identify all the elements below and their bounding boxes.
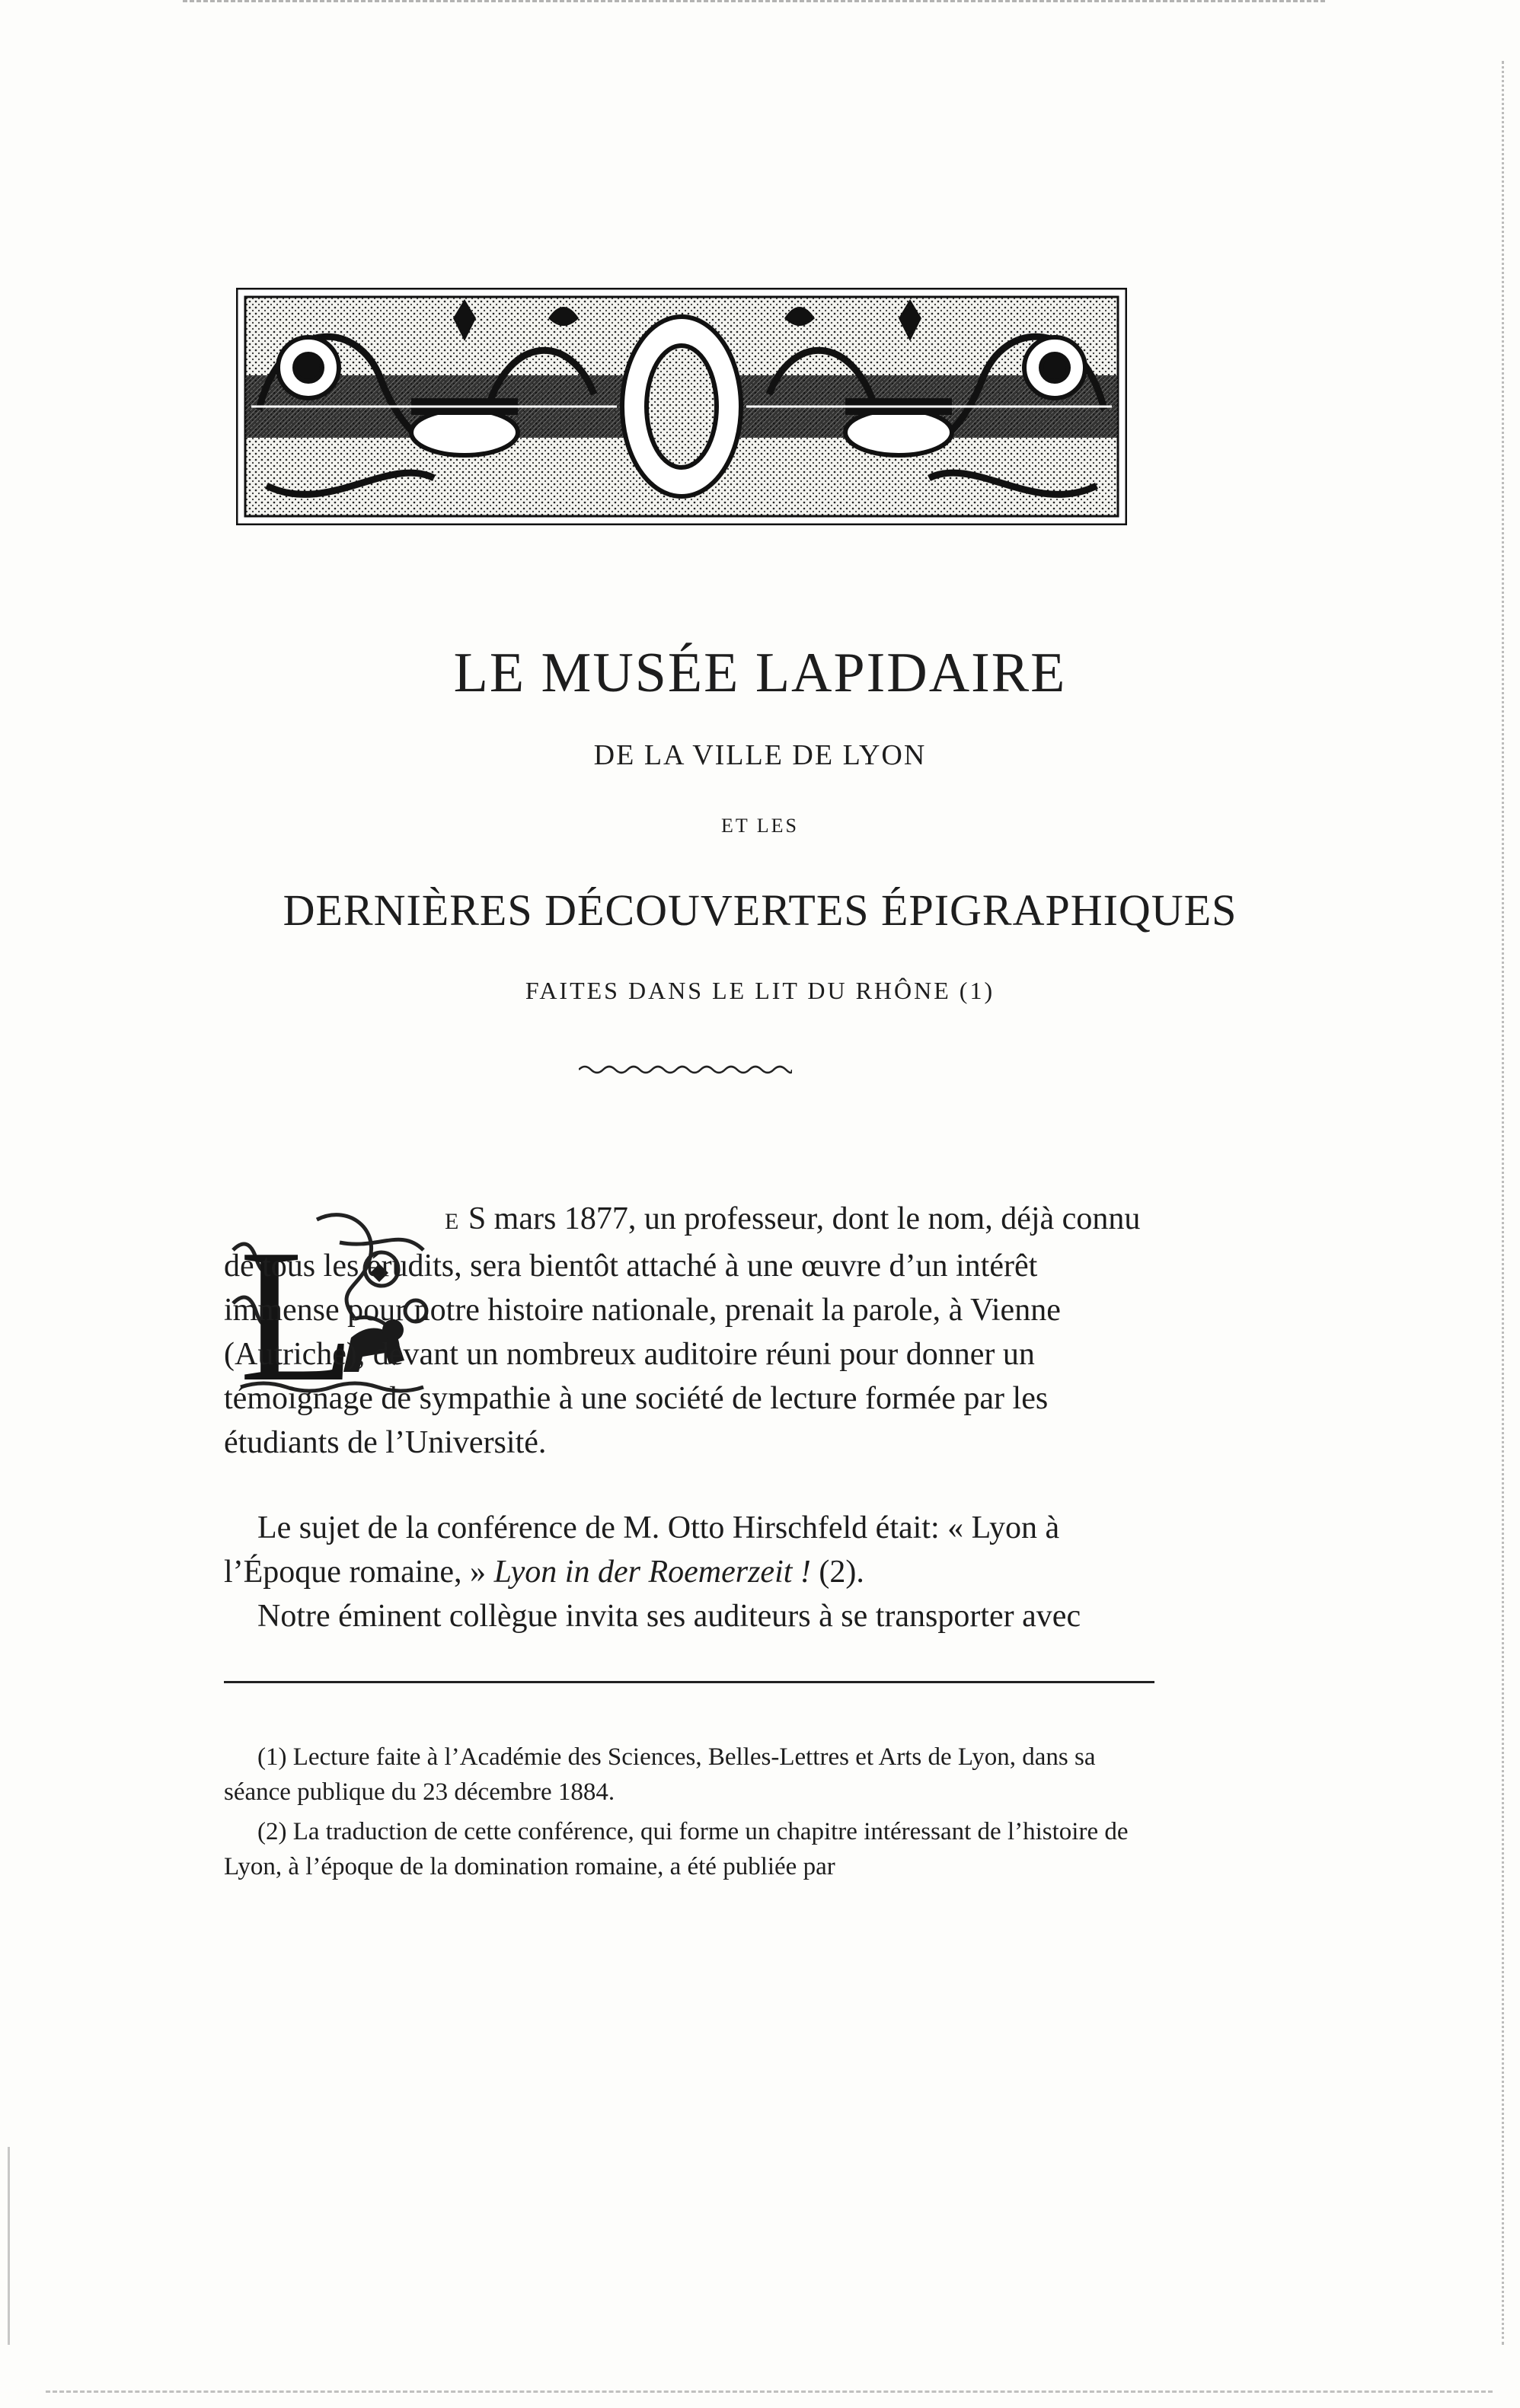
intro-paragraph (224, 1197, 1154, 1465)
footnote-separator (224, 1681, 1154, 1683)
conference-title-italic: Lyon in der Roemerzeit ! (493, 1555, 811, 1590)
page-title: LE MUSÉE LAPIDAIRE (453, 642, 1067, 704)
intro-paragraph-text: S mars 1877, un professeur, dont le nom, déjà connu de tous les érudits, sera bientôt attaché à une œuvre d’un intérêt immense pour notre histoire nationale, prenait la parole, à Vienne (Autriche), devant un nombreux auditoire réuni pour donner un témoignage de sympathie à une société de lecture formée par les étudiants de l’Université. (224, 1201, 1141, 1460)
scan-edge-right (1502, 61, 1504, 2345)
conference-paragraph (224, 1506, 1154, 1594)
ornamental-divider (579, 1062, 792, 1077)
footnote-2: (2) La traduction de cette conférence, qui forme un chapitre intéressant de l’histoire de Lyon, à l’époque de la domination romaine, a été publiée par (224, 1818, 1129, 1880)
decorative-headpiece (236, 288, 1127, 525)
continuation-paragraph: Notre éminent collègue invita ses auditeurs à se transporter avec (257, 1599, 1081, 1634)
scan-edge-top (183, 0, 1325, 2)
subtitle-location: FAITES DANS LE LIT DU RHÔNE (1) (525, 977, 995, 1004)
intro-lead-letter: E (445, 1209, 461, 1234)
footnote-1: (1) Lecture faite à l’Académie des Sciences, Belles-Lettres et Arts de Lyon, dans sa séance publique du 23 décembre 1884. (224, 1743, 1096, 1806)
subtitle-city: DE LA VILLE DE LYON (593, 739, 927, 771)
scan-edge-bottom (46, 2390, 1493, 2393)
secondary-title: DERNIÈRES DÉCOUVERTES ÉPIGRAPHIQUES (283, 885, 1237, 935)
scan-edge-left (8, 2147, 10, 2345)
drop-cap-letter: L (239, 1210, 356, 1410)
subtitle-conjunction: ET LES (720, 815, 800, 837)
footnote-ref-2: (2). (819, 1555, 864, 1590)
conference-paragraph-text: Le sujet de la conférence de M. Otto Hirschfeld était: « Lyon à l’Époque romaine, » (224, 1510, 1060, 1590)
